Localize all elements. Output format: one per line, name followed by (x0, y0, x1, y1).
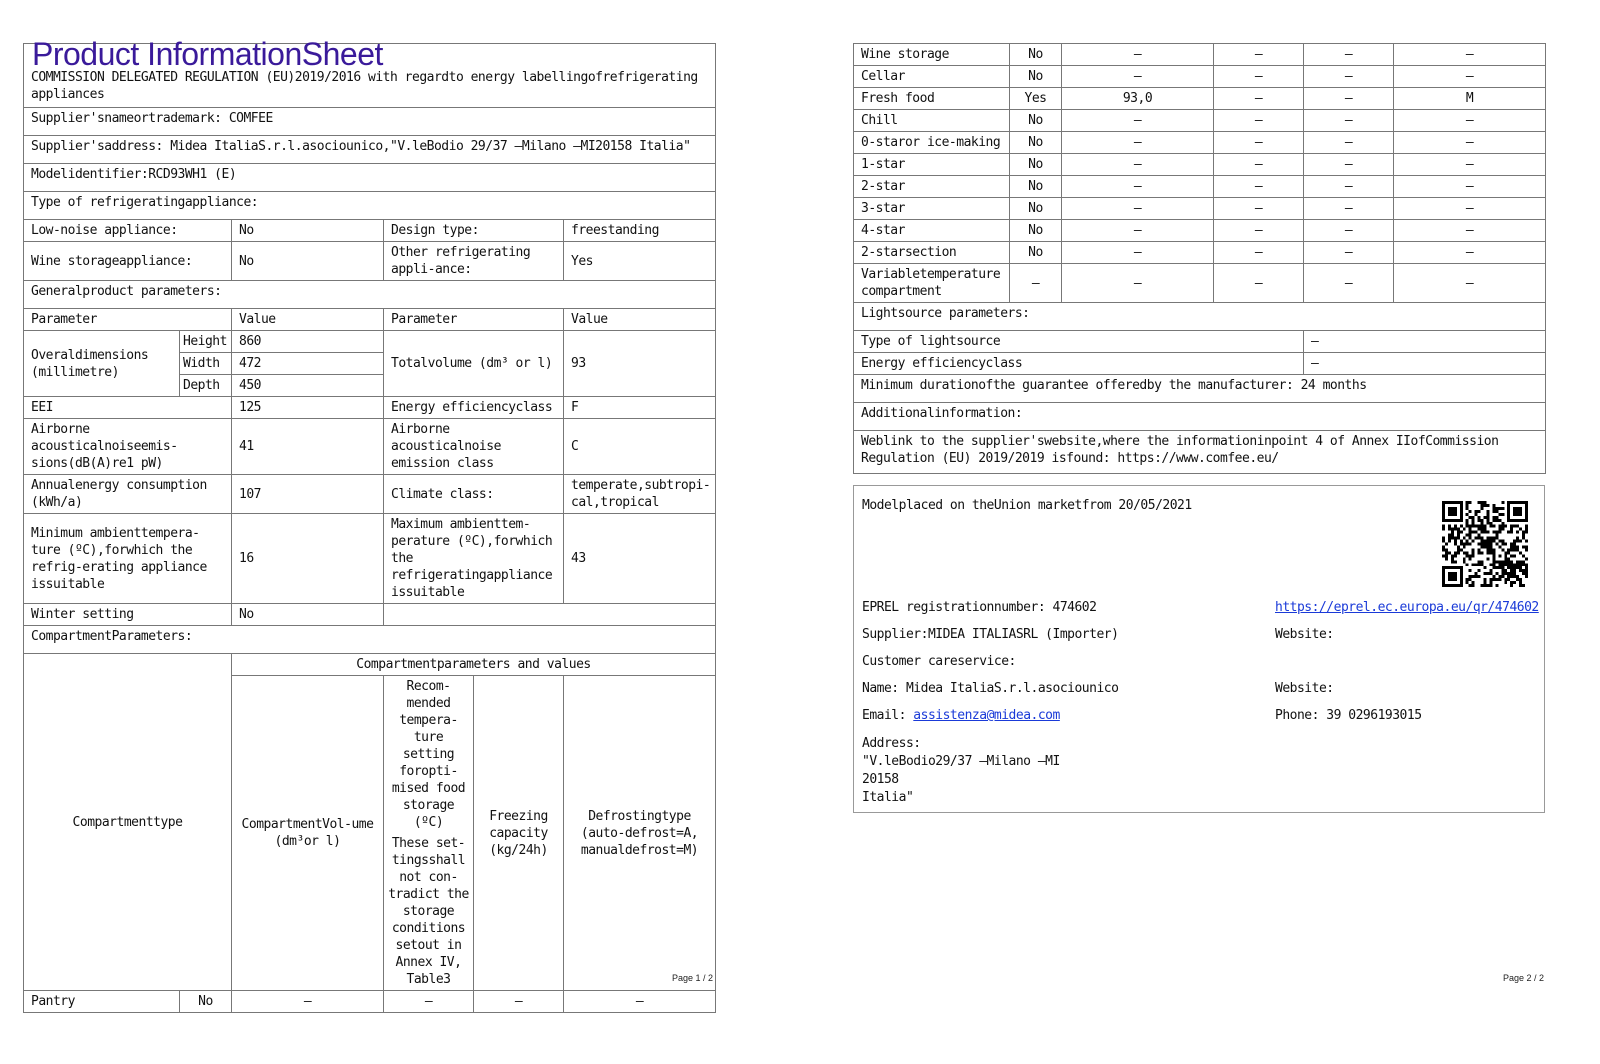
compartment-defrost: – (1394, 132, 1546, 154)
param-label: EEI (24, 397, 232, 419)
header-parameter: Parameter (24, 309, 232, 331)
compartment-present: No (1010, 176, 1062, 198)
type-label: Design type: (384, 220, 564, 242)
product-info-table (23, 36, 716, 1013)
param-label: Minimum ambienttempera-ture (ºC),forwhich the refrig-erating appliance issuitable (24, 514, 232, 604)
compartment-volume: – (1062, 154, 1214, 176)
compartment-row (854, 264, 1546, 303)
compartment-volume: – (232, 991, 384, 1013)
header-value: Value (564, 309, 716, 331)
recommended-temp-text: Recom-mended tempera-ture setting foropti-mised food storage (ºC) (391, 679, 466, 830)
compartment-row (854, 44, 1546, 66)
customer-name: Name: Midea ItaliaS.r.l.asociounico (862, 681, 1119, 696)
eprel-qr-link[interactable]: https://eprel.ec.europa.eu/qr/474602 (1275, 600, 1539, 615)
compartment-row (854, 154, 1546, 176)
page-1 (23, 36, 715, 1013)
compartment-row (854, 132, 1546, 154)
supplier-address: Supplier'saddress: Midea ItaliaS.r.l.asociounico,"V.leBodio 29/37 –Milano –MI20158 Italia" (24, 136, 716, 164)
light-label: Energy efficiencyclass (854, 353, 1304, 375)
compartment-temp: – (384, 991, 474, 1013)
width-label: Width (180, 353, 232, 375)
type-value: No (232, 242, 384, 281)
empty-cell (384, 604, 716, 626)
param-label: Climate class: (384, 475, 564, 514)
type-row (24, 242, 716, 281)
defrost-header: Defrostingtype (auto-defrost=A, manualdefrost=M) (564, 676, 716, 991)
compartment-freezing: – (1304, 198, 1394, 220)
compartment-temp: – (1214, 242, 1304, 264)
param-label: Airborne acousticalnoiseemis-sions(dB(A)re1 pW) (24, 419, 232, 475)
compartment-heading: CompartmentParameters: (24, 626, 716, 654)
compartment-volume: 93,0 (1062, 88, 1214, 110)
compartment-volume: – (1062, 66, 1214, 88)
winter-setting-value: No (232, 604, 384, 626)
compartment-volume: – (1062, 176, 1214, 198)
compartment-freezing: – (1304, 132, 1394, 154)
type-label: Other refrigerating appli-ance: (384, 242, 564, 281)
volume-header: CompartmentVol-ume (dm³or l) (232, 676, 384, 991)
compartment-present: No (180, 991, 232, 1013)
freezing-header: Freezing capacity (kg/24h) (474, 676, 564, 991)
depth-value: 450 (232, 375, 384, 397)
param-label: Airborne acousticalnoise emission class (384, 419, 564, 475)
placed-on-market: Modelplaced on theUnion marketfrom 20/05/2021 (862, 498, 1192, 513)
compartment-temp: – (1214, 44, 1304, 66)
compartment-type: Fresh food (854, 88, 1010, 110)
width-value: 472 (232, 353, 384, 375)
email-line (862, 708, 1060, 723)
compartment-volume: – (1062, 110, 1214, 132)
guarantee-text: Minimum durationofthe guarantee offeredby the manufacturer: 24 months (854, 375, 1546, 403)
compartment-defrost: M (1394, 88, 1546, 110)
compartment-row (854, 198, 1546, 220)
compartment-freezing: – (1304, 66, 1394, 88)
compartment-defrost: – (1394, 154, 1546, 176)
model-identifier: Modelidentifier:RCD93WH1 (E) (24, 164, 716, 192)
header-value: Value (232, 309, 384, 331)
website-label-2: Website: (1275, 681, 1334, 696)
email-label: Email: (862, 708, 906, 723)
compartment-type: 2-starsection (854, 242, 1010, 264)
compartment-temp: – (1214, 132, 1304, 154)
compartment-temp: – (1214, 198, 1304, 220)
address-block (862, 735, 1060, 807)
page-1-footer: Page 1 / 2 (672, 973, 714, 983)
compartment-row (854, 242, 1546, 264)
compartment-defrost: – (1394, 220, 1546, 242)
winter-setting-row (24, 604, 716, 626)
param-label: Annualenergy consumption (kWh/a) (24, 475, 232, 514)
compartment-row (854, 66, 1546, 88)
height-value: 860 (232, 331, 384, 353)
page-title: Product InformationSheet (24, 44, 716, 68)
compartment-temp: – (1214, 110, 1304, 132)
compartment-type: Variabletemperature compartment (854, 264, 1010, 303)
compartment-temp: – (1214, 66, 1304, 88)
compartment-present: No (1010, 132, 1062, 154)
compartment-defrost: – (1394, 264, 1546, 303)
compartment-type: Pantry (24, 991, 180, 1013)
param-value: 43 (564, 514, 716, 604)
compartment-row (854, 220, 1546, 242)
depth-label: Depth (180, 375, 232, 397)
param-value: C (564, 419, 716, 475)
eprel-box (853, 485, 1545, 813)
recommended-temp-header (384, 676, 474, 991)
compartment-type: 1-star (854, 154, 1010, 176)
compartment-type: Cellar (854, 66, 1010, 88)
type-label: Wine storageappliance: (24, 242, 232, 281)
compartment-present: – (1010, 264, 1062, 303)
phone: Phone: 39 0296193015 (1275, 708, 1422, 723)
compartment-volume: – (1062, 198, 1214, 220)
compartment-type: Wine storage (854, 44, 1010, 66)
compartment-temp: – (1214, 154, 1304, 176)
type-value: Yes (564, 242, 716, 281)
compartment-present: Yes (1010, 88, 1062, 110)
compartment-volume: – (1062, 44, 1214, 66)
compartment-temp: – (1214, 220, 1304, 242)
address-line: "V.leBodio29/37 –Milano –MI (862, 754, 1060, 769)
compartment-freezing: – (1304, 154, 1394, 176)
address-line: Italia" (862, 790, 914, 805)
compartment-type: 4-star (854, 220, 1010, 242)
compartment-present: No (1010, 198, 1062, 220)
general-row (24, 514, 716, 604)
light-row (854, 331, 1546, 353)
general-row (24, 419, 716, 475)
total-volume-value: 93 (564, 331, 716, 397)
compartment-type: 0-staror ice-making (854, 132, 1010, 154)
param-value: 41 (232, 419, 384, 475)
compartment-temp: – (1214, 88, 1304, 110)
general-row (24, 475, 716, 514)
compartment-table (853, 43, 1546, 474)
compartment-row (854, 88, 1546, 110)
type-row (24, 220, 716, 242)
compartment-volume: – (1062, 220, 1214, 242)
compartment-present: No (1010, 220, 1062, 242)
compartment-freezing: – (1304, 88, 1394, 110)
compartment-present: No (1010, 66, 1062, 88)
page-2 (853, 43, 1545, 813)
total-volume-label: Totalvolume (dm³ or l) (384, 331, 564, 397)
type-heading: Type of refrigeratingappliance: (24, 192, 716, 220)
light-value: – (1304, 331, 1546, 353)
header-parameter: Parameter (384, 309, 564, 331)
compartment-defrost: – (1394, 176, 1546, 198)
email-link[interactable]: assistenza@midea.com (913, 708, 1060, 723)
compartment-temp: – (1214, 176, 1304, 198)
additional-heading: Additionalinformation: (854, 403, 1546, 431)
winter-setting-label: Winter setting (24, 604, 232, 626)
compartment-volume: – (1062, 264, 1214, 303)
param-value: 16 (232, 514, 384, 604)
regulation-text: COMMISSION DELEGATED REGULATION (EU)2019/2016 with regardto energy labellingofrefrigerating appliances (24, 67, 716, 108)
compartment-row (854, 176, 1546, 198)
page-2-footer: Page 2 / 2 (1503, 973, 1545, 983)
compartment-type: Chill (854, 110, 1010, 132)
compartment-freezing: – (1304, 176, 1394, 198)
light-heading: Lightsource parameters: (854, 303, 1546, 331)
light-label: Type of lightsource (854, 331, 1304, 353)
compartment-freezing: – (1304, 110, 1394, 132)
compartment-freezing: – (1304, 242, 1394, 264)
general-header-row (24, 309, 716, 331)
compartment-defrost: – (1394, 44, 1546, 66)
param-label: Maximum ambienttem-perature (ºC),forwhich the refrigeratingappliance issuitable (384, 514, 564, 604)
weblink-text: Weblink to the supplier'swebsite,where the informationinpoint 4 of Annex IIofCommission Regulation (EU) 2019/2019 isfound: https://www.comfee.eu/ (854, 431, 1546, 474)
type-label: Low-noise appliance: (24, 220, 232, 242)
general-heading: Generalproduct parameters: (24, 281, 716, 309)
compartment-present: No (1010, 110, 1062, 132)
compartment-present: No (1010, 44, 1062, 66)
param-label: Energy efficiencyclass (384, 397, 564, 419)
eprel-registration: EPREL registrationnumber: 474602 (862, 600, 1097, 615)
supplier-line: Supplier:MIDEA ITALIASRL (Importer) (862, 627, 1119, 642)
compartment-present: No (1010, 242, 1062, 264)
param-value: temperate,subtropi-cal,tropical (564, 475, 716, 514)
compartment-defrost: – (1394, 66, 1546, 88)
height-label: Height (180, 331, 232, 353)
address-label: Address: (862, 736, 921, 751)
compartment-group-header: Compartmentparameters and values (232, 654, 716, 676)
compartment-volume: – (1062, 242, 1214, 264)
general-row (24, 397, 716, 419)
compartment-freezing: – (1304, 264, 1394, 303)
param-value: 125 (232, 397, 384, 419)
compartment-freezing: – (1304, 44, 1394, 66)
compartment-row (24, 991, 716, 1013)
customer-care-label: Customer careservice: (862, 654, 1016, 669)
compartment-type: 3-star (854, 198, 1010, 220)
compartment-freezing: – (474, 991, 564, 1013)
compartment-defrost: – (1394, 110, 1546, 132)
dimensions-label: Overaldimensions (millimetre) (24, 331, 180, 397)
recommended-temp-note: These set-tingsshall not con-tradict the storage conditions setout in Annex IV, Table3 (388, 836, 469, 987)
compartment-volume: – (1062, 132, 1214, 154)
website-label-1: Website: (1275, 627, 1334, 642)
compartment-type-header: Compartmenttype (24, 654, 232, 991)
light-row (854, 353, 1546, 375)
compartment-defrost: – (564, 991, 716, 1013)
supplier-name: Supplier'snameortrademark: COMFEE (24, 108, 716, 136)
compartment-defrost: – (1394, 242, 1546, 264)
compartment-freezing: – (1304, 220, 1394, 242)
param-value: 107 (232, 475, 384, 514)
light-value: – (1304, 353, 1546, 375)
compartment-type: 2-star (854, 176, 1010, 198)
compartment-temp: – (1214, 264, 1304, 303)
type-value: freestanding (564, 220, 716, 242)
address-line: 20158 (862, 772, 899, 787)
compartment-present: No (1010, 154, 1062, 176)
qr-code-icon[interactable] (1442, 501, 1528, 587)
compartment-defrost: – (1394, 198, 1546, 220)
param-value: F (564, 397, 716, 419)
type-value: No (232, 220, 384, 242)
compartment-row (854, 110, 1546, 132)
